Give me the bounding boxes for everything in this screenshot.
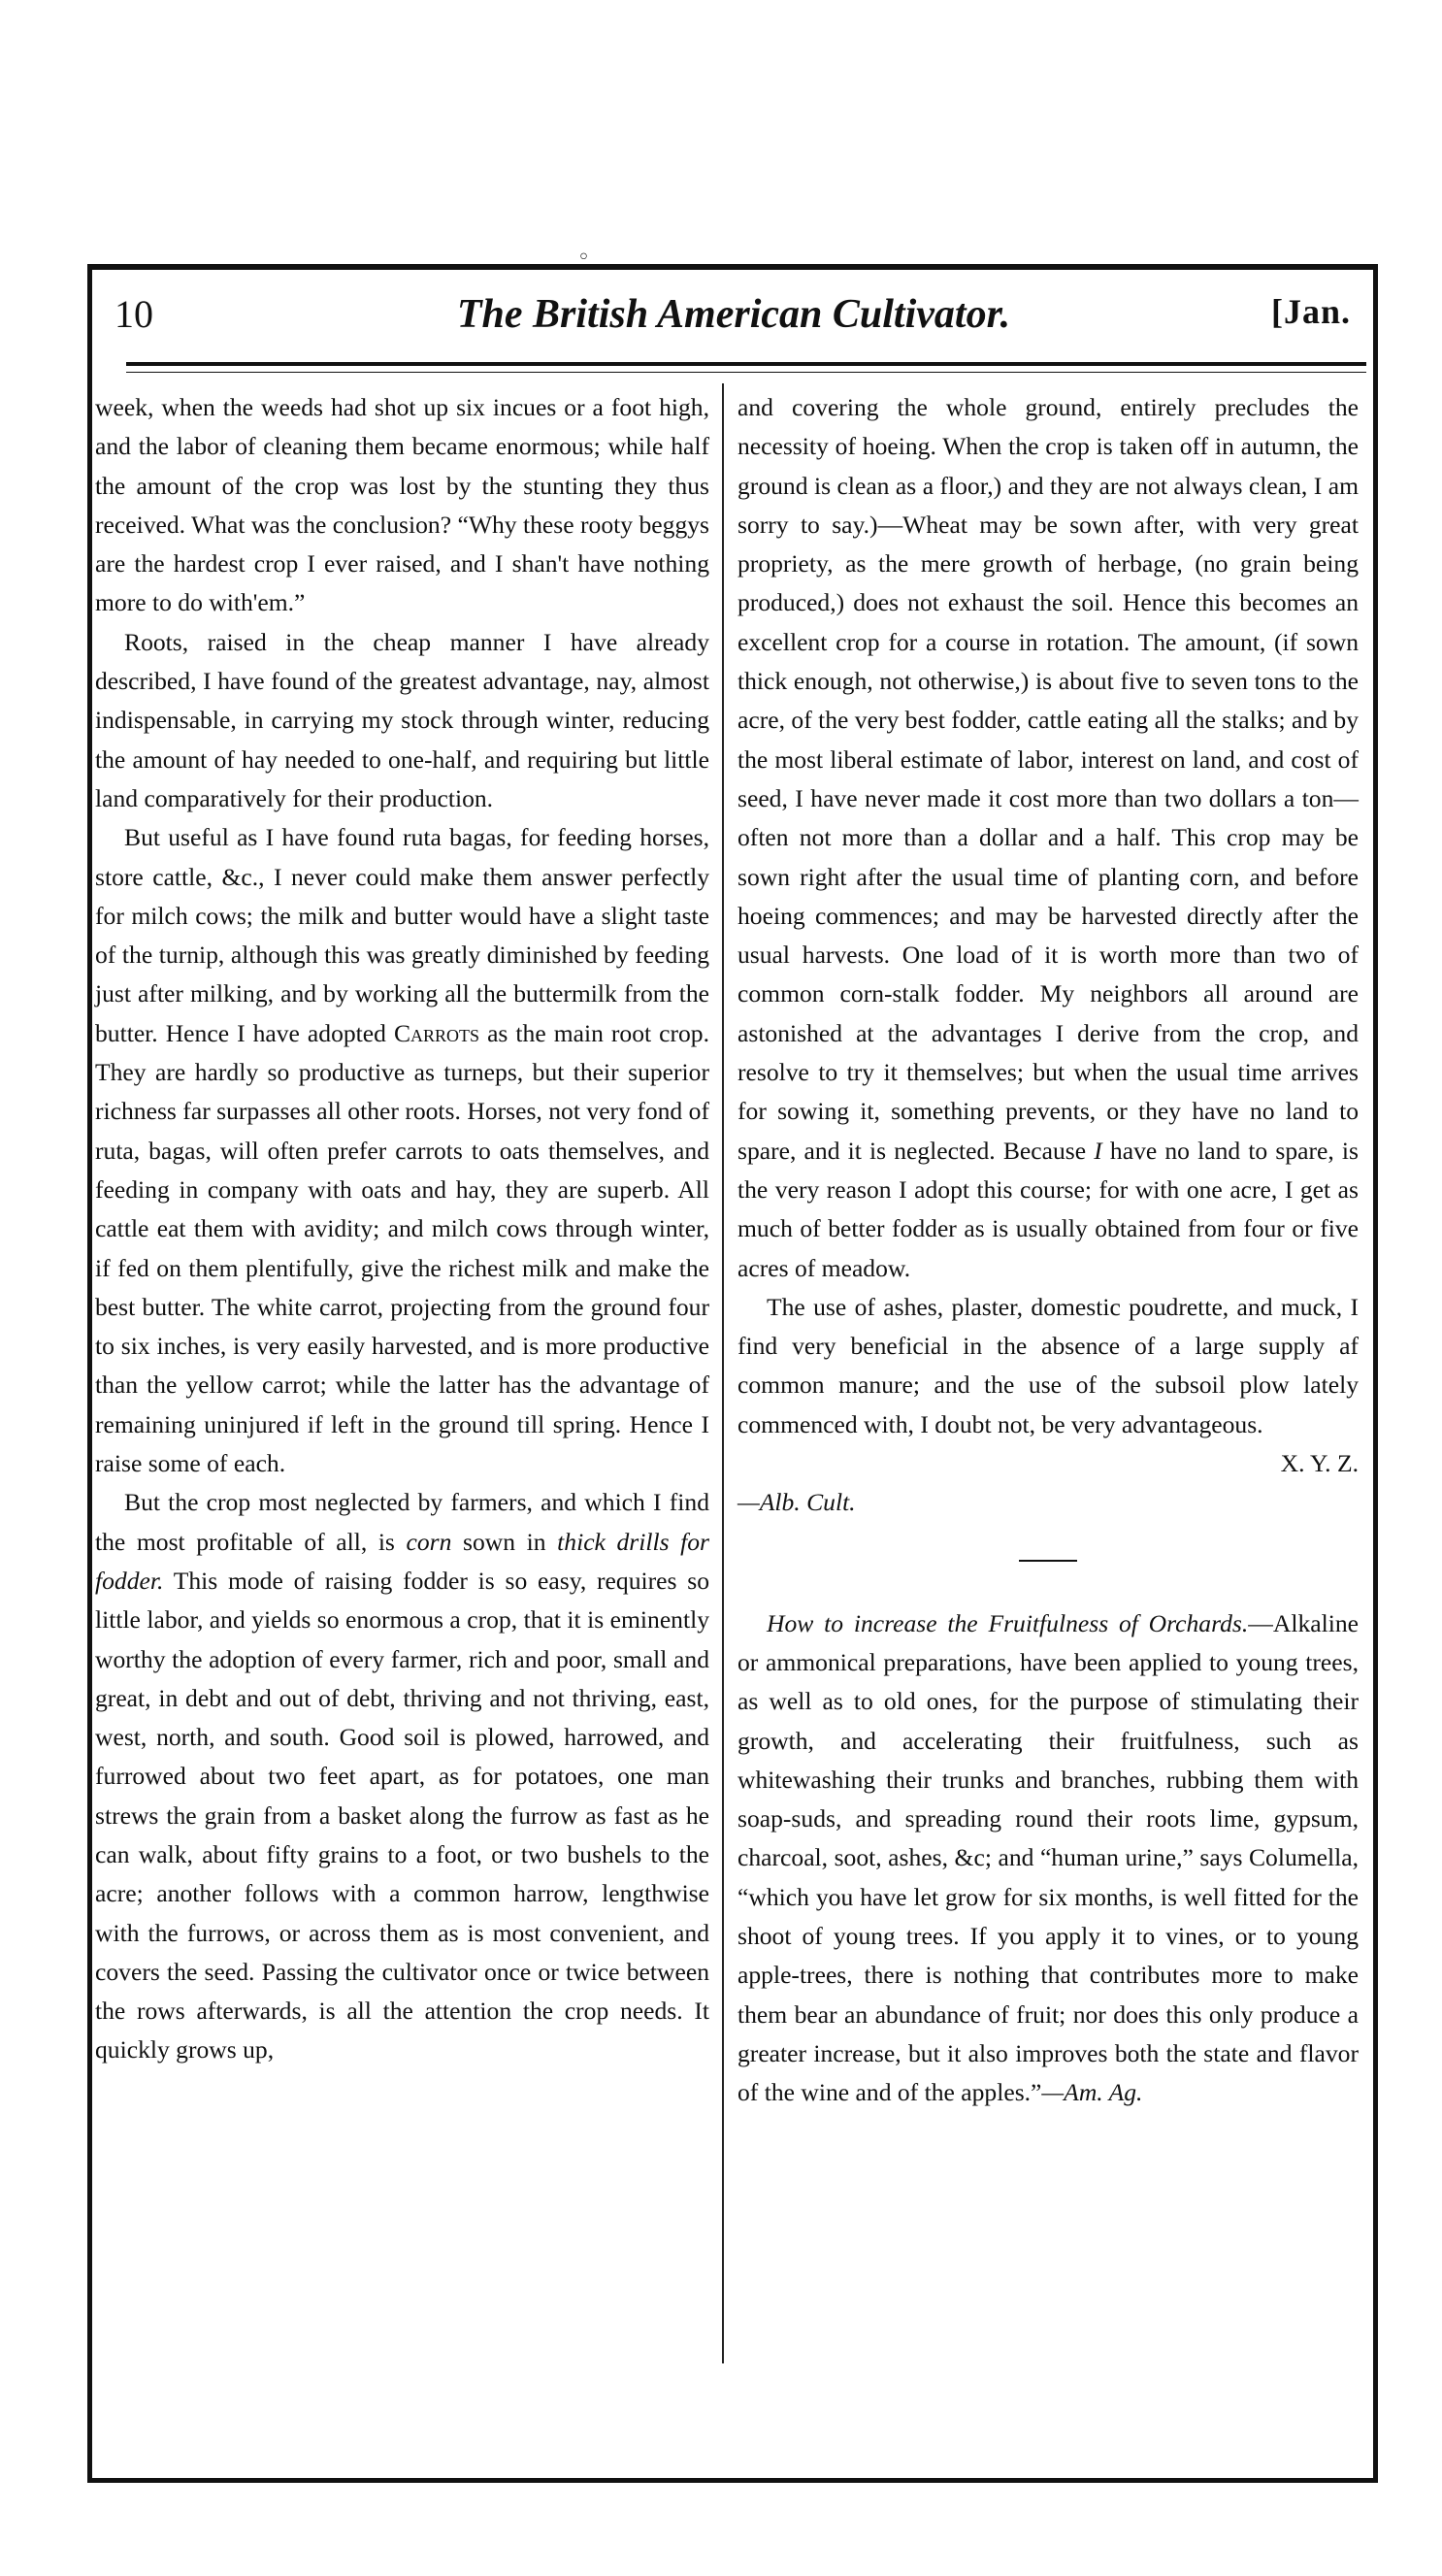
text-run: as the main root crop. They are hardly so productive as turneps, but their superior richness far surpasses all other roots. Horses, not very fond of ruta, bagas, will often prefer carrots to oats themselves, and feeding in company with oats and hay, they are superb. All cattle eat them with avidity; and milch cows through winter, if fed on them plentifully, give the richest milk and make the best butter. The white carrot, projecting from the ground four to six inches, is very easily harvested, and is more productive than the yellow carrot; while the latter has the advantage of remaining uninjured if left in the ground till spring. Hence I raise some of each. [95,1018,709,1478]
month-label: [Jan. [1270,292,1351,331]
paragraph: Roots, raised in the cheap manner I have already described, I have found of the greatest advantage, nay, almost indispensable, in carrying my stock through winter, reducing the amount of hay needed to one-half, and requiring but little land comparatively for their production. [95,627,709,812]
right-column [737,388,1359,2112]
emphasis-i: I [1094,1136,1102,1165]
signature: X. Y. Z. [1280,1449,1359,1478]
top-ornament: ◦ [577,246,590,270]
section-rule [1019,1560,1077,1562]
text-run: —Alkaline or ammonical preparations, have been applied to young trees, as well as to old ones, for the purpose of stimulating their growth, and accelerating their fruitfulness, such as whitewashing their trunks and branches, rubbing them with soap-suds, and spreading round their roots lime, gypsum, charcoal, soot, ashes, &c; and “human urine,” says Columella, “which you have let grow for six months, is well fitted for the shoot of young trees. If you apply it to vines, or to young apple-trees, there is nothing that contributes more to make them bear an abundance of fruit; nor does this only produce a greater increase, but it also improves both the state and flavor of the wine and of the apples.” [737,1608,1359,2107]
header-rule-thin [126,372,1366,373]
text-run: But the crop most neglected by farmers, and which I find the most profitable of all, is [95,1488,709,1556]
running-title: The British American Cultivator. [456,292,1011,337]
text-run: This mode of raising fodder is so easy, requires so little labor, and yields so enormous a crop, that it is eminently worthy the adoption of every farmer, rich and poor, small and great, in debt and out of debt, thriving and not thriving, east, west, north, and south. Good soil is plowed, harrowed, and furrowed about two feet apart, as for potatoes, one man strews the grain from a basket along the furrow as fast as he can walk, about fifty grains to a foot, or two bushels to the acre; another follows with a common harrow, lengthwise with the furrows, or across them as is most convenient, and covers the seed. Passing the cultivator once or twice between the rows afterwards, is all the attention the crop needs. It quickly grows up, [95,1566,709,2064]
paragraph [95,818,709,1483]
page-header [97,291,1370,351]
carrots-term: Carrots [393,1018,480,1047]
header-rule-thick [126,362,1366,366]
left-column [95,388,709,2070]
paragraph: The use of ashes, plaster, domestic poudrette, and muck, I find very beneficial in the absence of a large supply af common manure; and the use of the subsoil plow lately commenced with, I doubt not, be very advantageous. [737,1292,1359,1438]
text-run: have no land to spare, is the very reason I adopt this course; for with one acre, I get as much of better fodder as is usually obtained from four or five acres of meadow. [737,1136,1359,1282]
source-citation: —Alb. Cult. [737,1488,856,1517]
text-run: and covering the whole ground, entirely precludes the necessity of hoeing. When the crop is taken off in autumn, the ground is clean as a floor,) and they are not always clean, I am sorry to say.)—Wheat may be sown after, with very great propriety, as the mere growth of herbage, (no grain being produced,) does not exhaust the soil. Hence this becomes an excellent crop for a course in rotation. The amount, (if sown thick enough, not otherwise,) is about five to seven tons to the acre, of the very best fodder, cattle eating all the stalks; and by the most liberal estimate of labor, interest on land, and cost of seed, I have never made it cost more than two dollars a ton—often not more than a dollar and a half. This crop may be sown right after the usual time of planting corn, and before hoeing commences; and may be harvested directly after the usual harvests. One load of it is worth more than two of common corn-stalk fodder. My neighbors all around are astonished at the advantages I derive from the crop, and resolve to try it themselves; but when the usual time arrives for sowing it, something prevents, or they have no land to spare, and it is neglected. Because [737,393,1359,1165]
text-run: sown in [451,1527,558,1556]
article-title: How to increase the Fruitfulness of Orchards. [767,1608,1249,1637]
signature-line [737,1444,1359,1483]
column-divider [722,383,724,2363]
text-run: But useful as I have found ruta bagas, for feeding horses, store cattle, &c., I never could make them answer perfectly for milch cows; the milk and butter would have a slight taste of the turnip, although this was greatly diminished by feeding just after milking, and by working all the buttermilk from the butter. Hence I have adopted [95,823,709,1047]
paragraph [95,1483,709,2069]
paragraph [737,388,1359,1288]
source-citation: —Am. Ag. [1041,2078,1143,2107]
paragraph: week, when the weeds had shot up six incues or a foot high, and the labor of cleaning them became enormous; while half the amount of the crop was lost by the stunting they thus received. What was the conclusion? “Why these rooty beggys are the hardest crop I ever raised, and I shan't have nothing more to do with'em.” [95,393,709,617]
page-number: 10 [115,292,153,336]
thick-drills-term: thick drills for fodder. [95,1527,710,1595]
paragraph [737,1604,1359,2113]
corn-term: corn [406,1527,452,1556]
